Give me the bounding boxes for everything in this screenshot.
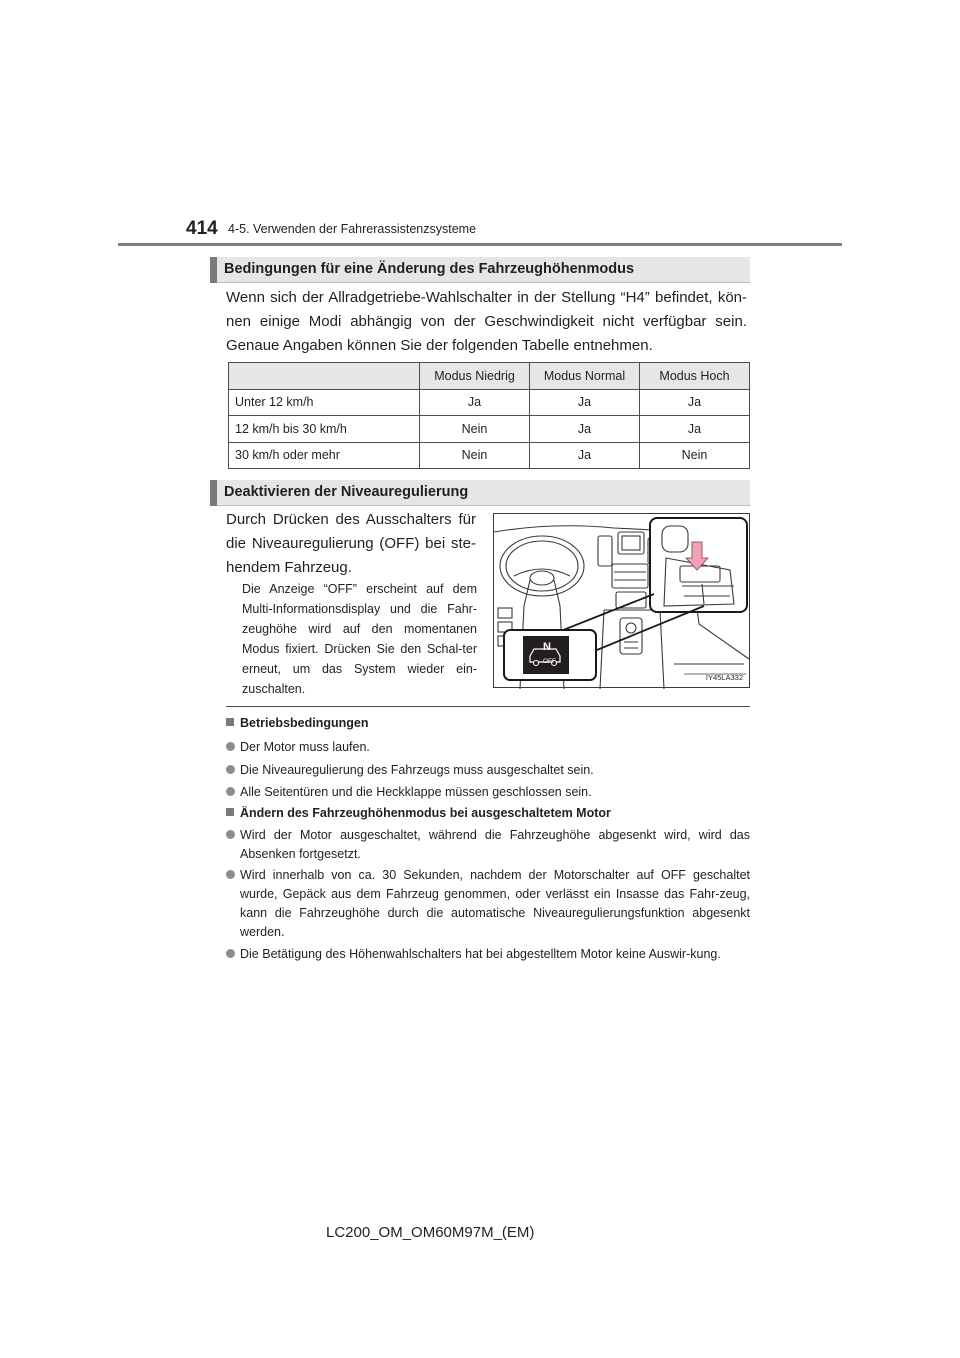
table-row [229,389,750,416]
subheading-motor-aus [226,806,611,820]
table-cell: Unter 12 km/h [229,389,420,416]
table-header-row [229,363,750,390]
list-item-text: Alle Seitentüren und die Heckklappe müssen geschlossen sein. [240,785,592,799]
bullet-icon [226,949,235,958]
bullet-icon [226,742,235,751]
list-item [226,826,750,864]
subheading-betriebsbedingungen [226,716,368,730]
table-cell: Nein [420,416,530,443]
deactivate-paragraph: Durch Drücken des Ausschalters für die Niveauregulierung (OFF) bei ste-hendem Fahrzeug. [226,511,476,576]
square-bullet-icon [226,808,234,816]
table-header-cell [229,363,420,390]
section-title: Deaktivieren der Niveauregulierung [224,484,469,500]
table-header-cell: Modus Niedrig [420,363,530,390]
table-cell: Nein [640,442,750,469]
footer-code: LC200_OM_OM60M97M_(EM) [326,1224,535,1241]
list-item-text: Der Motor muss laufen. [240,740,370,754]
page-number: 414 [186,218,218,239]
bullet-icon [226,787,235,796]
list-item-text: Die Niveauregulierung des Fahrzeugs muss ausgeschaltet sein. [240,763,594,777]
intro-paragraph: Wenn sich der Allradgetriebe-Wahlschalter in der Stellung “H4” befindet, kön-nen einige Modi abhängig von der Geschwindigkeit nicht verfügbar sein. Genaue Angaben können Sie der folgenden Tabelle entnehmen. [226,289,747,354]
table-row [229,442,750,469]
list-item [226,945,750,964]
section-heading-conditions [210,257,750,283]
deactivate-note: Die Anzeige “OFF” erscheint auf dem Multi-Informationsdisplay und die Fahr-zeughöhe wird auf den momentanen Modus fixiert. Drücken Sie den Schal-ter erneut, um das System wieder ein-zuschalten. [242,582,477,696]
table-cell: Ja [530,442,640,469]
subheading-text: Ändern des Fahrzeughöhenmodus bei ausgeschaltetem Motor [240,806,611,820]
section-title: Bedingungen für eine Änderung des Fahrzeughöhenmodus [224,261,635,277]
dashboard-illustration [493,513,750,688]
subheading-text: Betriebsbedingungen [240,716,369,730]
display-off-label: OFF [543,658,556,665]
table-cell: Ja [530,416,640,443]
list-item [226,738,750,757]
section-marker [210,257,217,283]
bullet-icon [226,765,235,774]
mode-table [228,362,750,469]
figure-code: IY45LA332 [705,673,743,682]
table-cell: Ja [420,389,530,416]
dashboard-drawing [494,514,751,689]
table-cell: Nein [420,442,530,469]
list-item-text: Wird der Motor ausgeschaltet, während die Fahrzeughöhe abgesenkt wird, wird das Absenken fortgesetzt. [240,828,750,861]
table-cell: Ja [640,416,750,443]
table-header-cell: Modus Hoch [640,363,750,390]
list-item [226,761,750,780]
display-letter: N [543,641,551,653]
list-item [226,783,750,802]
list-item-text: Wird innerhalb von ca. 30 Sekunden, nachdem der Motorschalter auf OFF geschaltet wurde, Gepäck aus dem Fahrzeug genommen, oder verlässt ein Insasse das Fahr-zeug, kann die Fahrzeughöhe durch die automatische Niveauregulierungsfunktion abgesenkt werden. [240,868,750,939]
bullet-icon [226,870,235,879]
table-cell: 12 km/h bis 30 km/h [229,416,420,443]
table-cell: Ja [530,389,640,416]
bullet-icon [226,830,235,839]
table-row [229,416,750,443]
section-divider [226,706,750,707]
table-cell: Ja [640,389,750,416]
header-rule [118,243,842,246]
table-cell: 30 km/h oder mehr [229,442,420,469]
section-marker [210,480,217,506]
section-heading-deactivate [210,480,750,506]
square-bullet-icon [226,718,234,726]
list-item [226,866,750,942]
chapter-title: 4-5. Verwenden der Fahrerassistenzsysteme [228,222,477,236]
list-item-text: Die Betätigung des Höhenwahlschalters hat bei abgestelltem Motor keine Auswir-kung. [240,947,721,961]
table-header-cell: Modus Normal [530,363,640,390]
